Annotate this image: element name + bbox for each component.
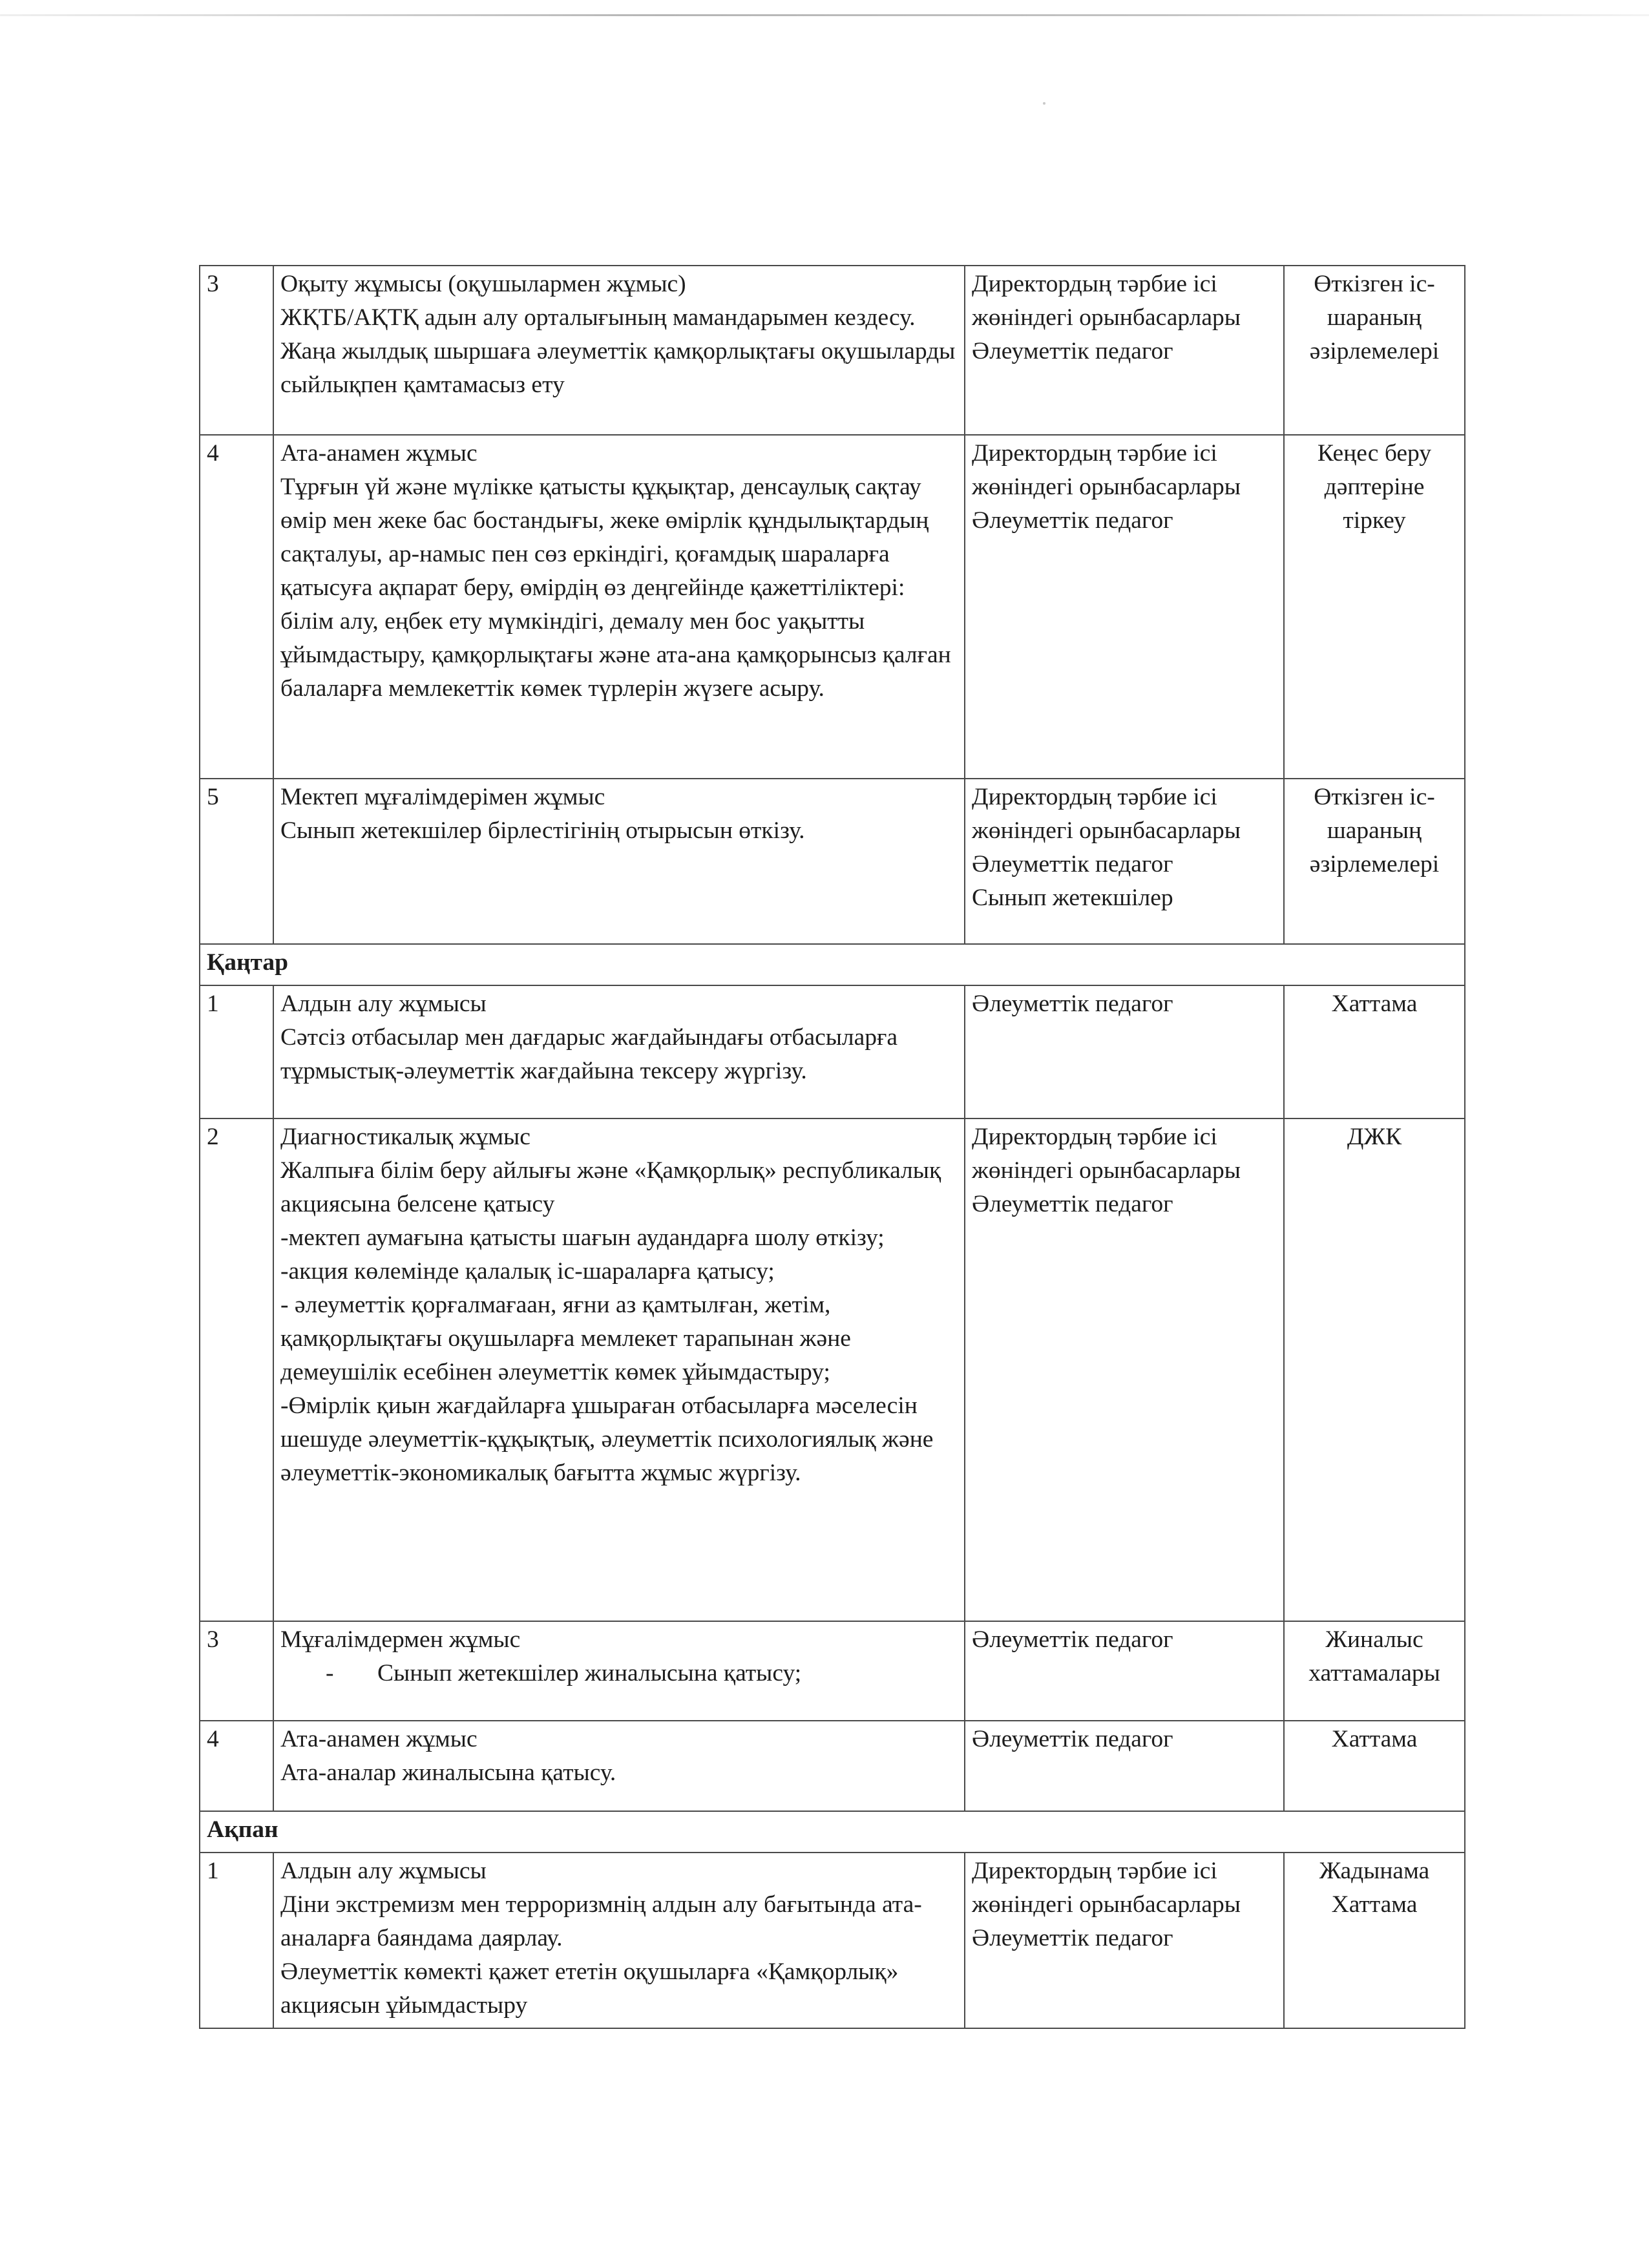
responsible-cell (965, 1118, 1284, 1621)
responsible-text: Директордың тәрбие ісі жөніндегі орынбасарлары (972, 271, 1241, 331)
activity-cell (273, 985, 965, 1118)
activity-text: Сынып жетекшілер бірлестігінің отырысын өткізу. (280, 817, 805, 844)
result-cell: Хаттама (1284, 985, 1465, 1118)
row-number: 3 (200, 1621, 273, 1721)
activity-cell (273, 779, 965, 944)
activity-cell (273, 1621, 965, 1721)
activity-cell (273, 1118, 965, 1621)
work-plan-table (199, 265, 1465, 2029)
responsible-cell (965, 779, 1284, 944)
responsible-cell (965, 1721, 1284, 1811)
scan-edge-line (0, 14, 1649, 16)
activity-title: Алдын алу жұмысы (280, 991, 487, 1017)
activity-text: Жаңа жылдық шыршаға әлеуметтік қамқорлықтағы оқушыларды сыйлықпен қамтамасыз ету (280, 338, 956, 398)
result-cell: Кеңес беру дәптеріне тіркеу (1284, 435, 1465, 779)
activity-text: Тұрғын үй және мүлікке қатысты құқықтар, денсаулық сақтау өмір мен жеке бас бостандығы, жеке өмірлік құндылықтардың сақталуы, ар-намыс пен сөз еркіндігі, қоғамдық шараларға қатысуға ақпарат беру, өмірдің өз деңгейінде қажеттіліктері: білім алу, еңбек ету мүмкіндігі, демалу мен бос уақытты ұйымдастыру, қамқорлықтағы және ата-ана қамқорынсыз қалған балаларға мемлекеттік көмек түрлерін жүзеге асыру. (280, 474, 951, 702)
section-title-january: Қаңтар (200, 944, 1465, 985)
activity-text: Жалпыға білім беру айлығы және «Қамқорлық» республикалық акциясына белсене қатысу (280, 1157, 941, 1217)
responsible-cell (965, 1621, 1284, 1721)
activity-cell (273, 435, 965, 779)
result-cell: ДЖК (1284, 1118, 1465, 1621)
activity-title: Алдын алу жұмысы (280, 1858, 487, 1884)
row-number: 4 (200, 435, 273, 779)
activity-cell (273, 1853, 965, 2028)
table-row (200, 266, 1465, 435)
result-cell: Өткізген іс-шараның әзірлемелері (1284, 779, 1465, 944)
row-number: 1 (200, 985, 273, 1118)
responsible-text: Әлеуметтік педагог (972, 991, 1173, 1017)
activity-text: Діни экстремизм мен терроризмнің алдын алу бағытында ата-аналарға баяндама даярлау. (280, 1891, 922, 1951)
responsible-text: Директордың тәрбие ісі жөніндегі орынбасарлары (972, 784, 1241, 844)
bullet-text: Сынып жетекшілер жиналысына қатысу; (377, 1660, 802, 1686)
table-row (200, 1853, 1465, 2028)
bullet-dash: - (326, 1660, 334, 1686)
activity-text: -акция көлемінде қалалық іс-шараларға қатысу; (280, 1258, 775, 1285)
activity-title: Ата-анамен жұмыс (280, 440, 478, 467)
responsible-text: Әлеуметтік педагог (972, 1726, 1173, 1752)
section-title-february: Ақпан (200, 1811, 1465, 1853)
responsible-text: Әлеуметтік педагог (972, 851, 1173, 877)
table-row (200, 1118, 1465, 1621)
table-row (200, 435, 1465, 779)
responsible-text: Әлеуметтік педагог (972, 507, 1173, 534)
table-row (200, 1721, 1465, 1811)
activity-title: Мұғалімдермен жұмыс (280, 1626, 521, 1653)
activity-text: Ата-аналар жиналысына қатысу. (280, 1759, 616, 1786)
activity-text: - әлеуметтік қорғалмағаан, яғни аз қамтылған, жетім, қамқорлықтағы оқушыларға мемлекет тарапынан және демеушілік есебінен әлеуметтік көмек ұйымдастыру; (280, 1292, 851, 1385)
table-row (200, 1621, 1465, 1721)
activity-title: Диагностикалық жұмыс (280, 1124, 530, 1150)
activity-text: Әлеуметтік көмекті қажет ететін оқушыларға «Қамқорлық» акциясын ұйымдастыру (280, 1958, 899, 2019)
responsible-text: Әлеуметтік педагог (972, 1626, 1173, 1653)
result-text: Хаттама (1331, 1891, 1418, 1918)
row-number: 2 (200, 1118, 273, 1621)
scan-speck (1043, 102, 1045, 105)
activity-text: Сәтсіз отбасылар мен дағдарыс жағдайындағы отбасыларға тұрмыстық-әлеуметтік жағдайына тексеру жүргізу. (280, 1024, 898, 1084)
responsible-cell (965, 266, 1284, 435)
responsible-text: Әлеуметтік педагог (972, 1925, 1173, 1951)
section-row (200, 944, 1465, 985)
activity-title: Оқыту жұмысы (оқушылармен жұмыс) (280, 271, 686, 297)
result-cell: Жиналыс хаттамалары (1284, 1621, 1465, 1721)
result-cell: Хаттама (1284, 1721, 1465, 1811)
result-text: Жадынама (1319, 1858, 1430, 1884)
responsible-text: Директордың тәрбие ісі жөніндегі орынбасарлары (972, 440, 1241, 500)
responsible-text: Әлеуметтік педагог (972, 338, 1173, 364)
responsible-text: Сынып жетекшілер (972, 885, 1173, 911)
responsible-text: Директордың тәрбие ісі жөніндегі орынбасарлары (972, 1124, 1241, 1184)
responsible-text: Директордың тәрбие ісі жөніндегі орынбасарлары (972, 1858, 1241, 1918)
activity-text: -Өмірлік қиын жағдайларға ұшыраған отбасыларға мәселесін шешуде әлеуметтік-құқықтық, әлеуметтік психологиялық және әлеуметтік-экономикалық бағытта жұмыс жүргізу. (280, 1392, 934, 1486)
table-row (200, 985, 1465, 1118)
row-number: 5 (200, 779, 273, 944)
row-number: 4 (200, 1721, 273, 1811)
responsible-text: Әлеуметтік педагог (972, 1191, 1173, 1217)
row-number: 1 (200, 1853, 273, 2028)
activity-title: Мектеп мұғалімдерімен жұмыс (280, 784, 605, 810)
activity-title: Ата-анамен жұмыс (280, 1726, 478, 1752)
section-row (200, 1811, 1465, 1853)
activity-cell (273, 266, 965, 435)
result-cell: Өткізген іс-шараның әзірлемелері (1284, 266, 1465, 435)
row-number: 3 (200, 266, 273, 435)
activity-text: ЖҚТБ/АҚТҚ адын алу орталығының мамандарымен кездесу. (280, 304, 916, 331)
bullet-item (280, 1657, 958, 1690)
responsible-cell (965, 985, 1284, 1118)
activity-cell (273, 1721, 965, 1811)
table-row (200, 779, 1465, 944)
responsible-cell (965, 1853, 1284, 2028)
result-cell (1284, 1853, 1465, 2028)
activity-text: -мектеп аумағына қатысты шағын аудандарға шолу өткізу; (280, 1224, 885, 1251)
responsible-cell (965, 435, 1284, 779)
